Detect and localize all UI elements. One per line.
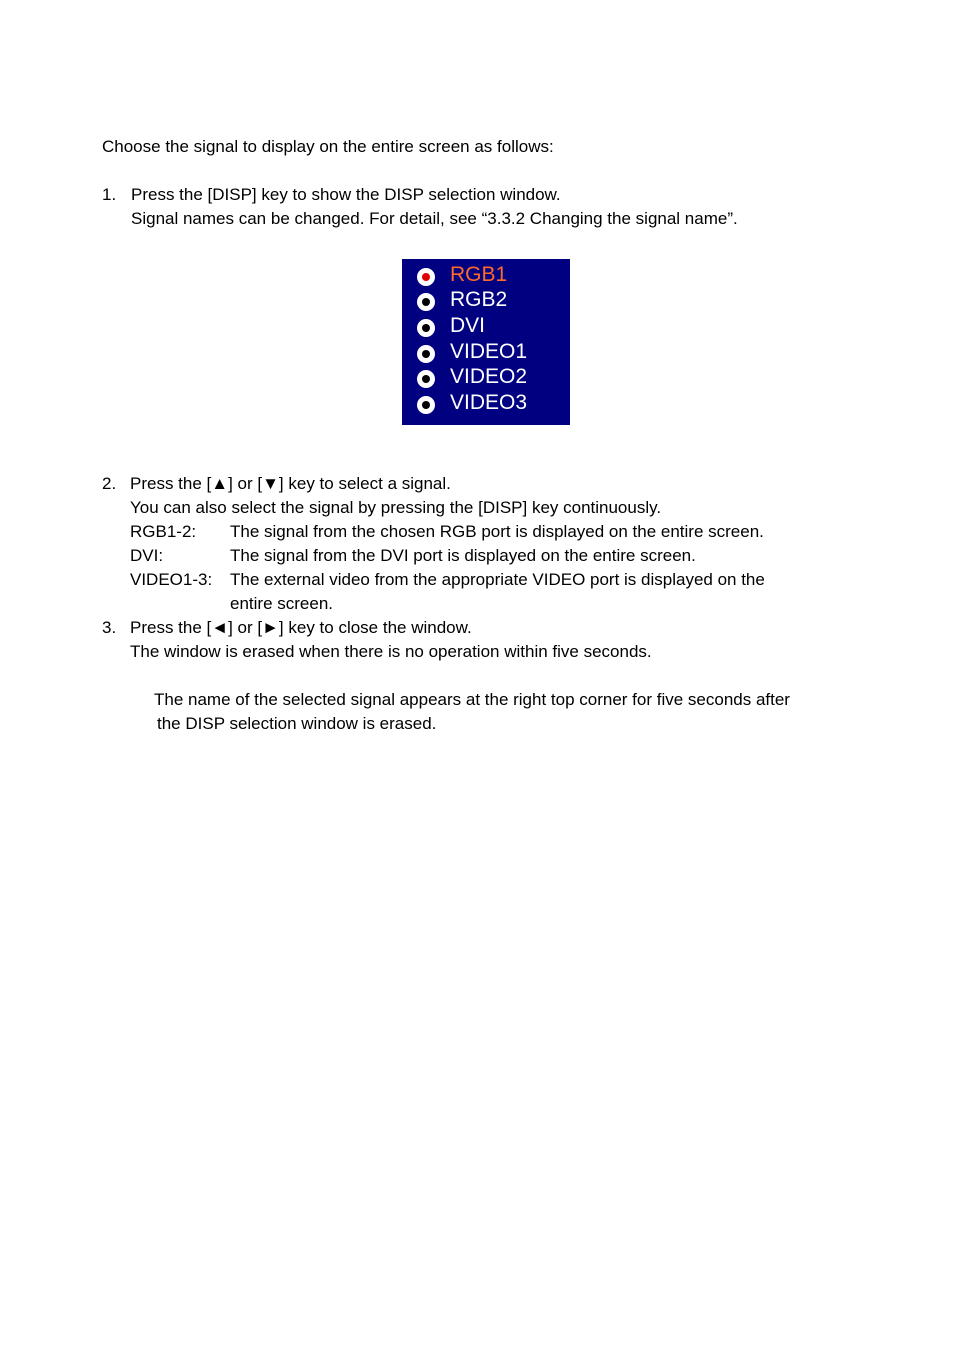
disp-item-dvi[interactable] bbox=[402, 316, 570, 341]
radio-icon bbox=[417, 345, 435, 363]
disp-item-label: VIDEO2 bbox=[450, 365, 528, 388]
disp-item-rgb1[interactable] bbox=[402, 265, 570, 290]
step1-number: 1. bbox=[102, 185, 117, 204]
step2-subtext: You can also select the signal by pressing the [DISP] key continuously. bbox=[130, 498, 662, 517]
disp-item-video2[interactable] bbox=[402, 367, 570, 392]
definition-desc: The external video from the appropriate VIDEO port is displayed on the bbox=[230, 570, 765, 589]
disp-item-video1[interactable] bbox=[402, 342, 570, 367]
note-line2: the DISP selection window is erased. bbox=[157, 714, 437, 733]
disp-item-label: VIDEO1 bbox=[450, 340, 528, 363]
radio-icon bbox=[417, 370, 435, 388]
intro-text: Choose the signal to display on the entire screen as follows: bbox=[102, 137, 554, 156]
step1-subtext: Signal names can be changed. For detail, see “3.3.2 Changing the signal name”. bbox=[131, 209, 738, 228]
disp-item-label: DVI bbox=[450, 314, 486, 337]
radio-selected-icon bbox=[417, 268, 435, 286]
disp-item-label: RGB1 bbox=[450, 263, 508, 286]
step2-number: 2. bbox=[102, 474, 117, 493]
step2-text: Press the [▲] or [▼] key to select a signal. bbox=[130, 474, 451, 493]
step3-subtext: The window is erased when there is no operation within five seconds. bbox=[130, 642, 652, 661]
definition-term: VIDEO1-3: bbox=[130, 570, 213, 589]
definition-desc-continued: entire screen. bbox=[230, 594, 333, 613]
disp-item-label: RGB2 bbox=[450, 288, 508, 311]
step1-text: Press the [DISP] key to show the DISP selection window. bbox=[131, 185, 561, 204]
disp-item-video3[interactable] bbox=[402, 393, 570, 418]
definition-term: DVI: bbox=[130, 546, 164, 565]
definition-desc: The signal from the DVI port is displayed on the entire screen. bbox=[230, 546, 696, 565]
radio-icon bbox=[417, 319, 435, 337]
note-line1: The name of the selected signal appears at the right top corner for five seconds after bbox=[154, 690, 790, 709]
definition-term: RGB1-2: bbox=[130, 522, 197, 541]
disp-selection-window bbox=[402, 259, 570, 425]
radio-icon bbox=[417, 293, 435, 311]
step3-number: 3. bbox=[102, 618, 117, 637]
disp-item-rgb2[interactable] bbox=[402, 290, 570, 315]
disp-item-label: VIDEO3 bbox=[450, 391, 528, 414]
step3-text: Press the [◄] or [►] key to close the window. bbox=[130, 618, 472, 637]
definition-desc: The signal from the chosen RGB port is displayed on the entire screen. bbox=[230, 522, 764, 541]
radio-icon bbox=[417, 396, 435, 414]
